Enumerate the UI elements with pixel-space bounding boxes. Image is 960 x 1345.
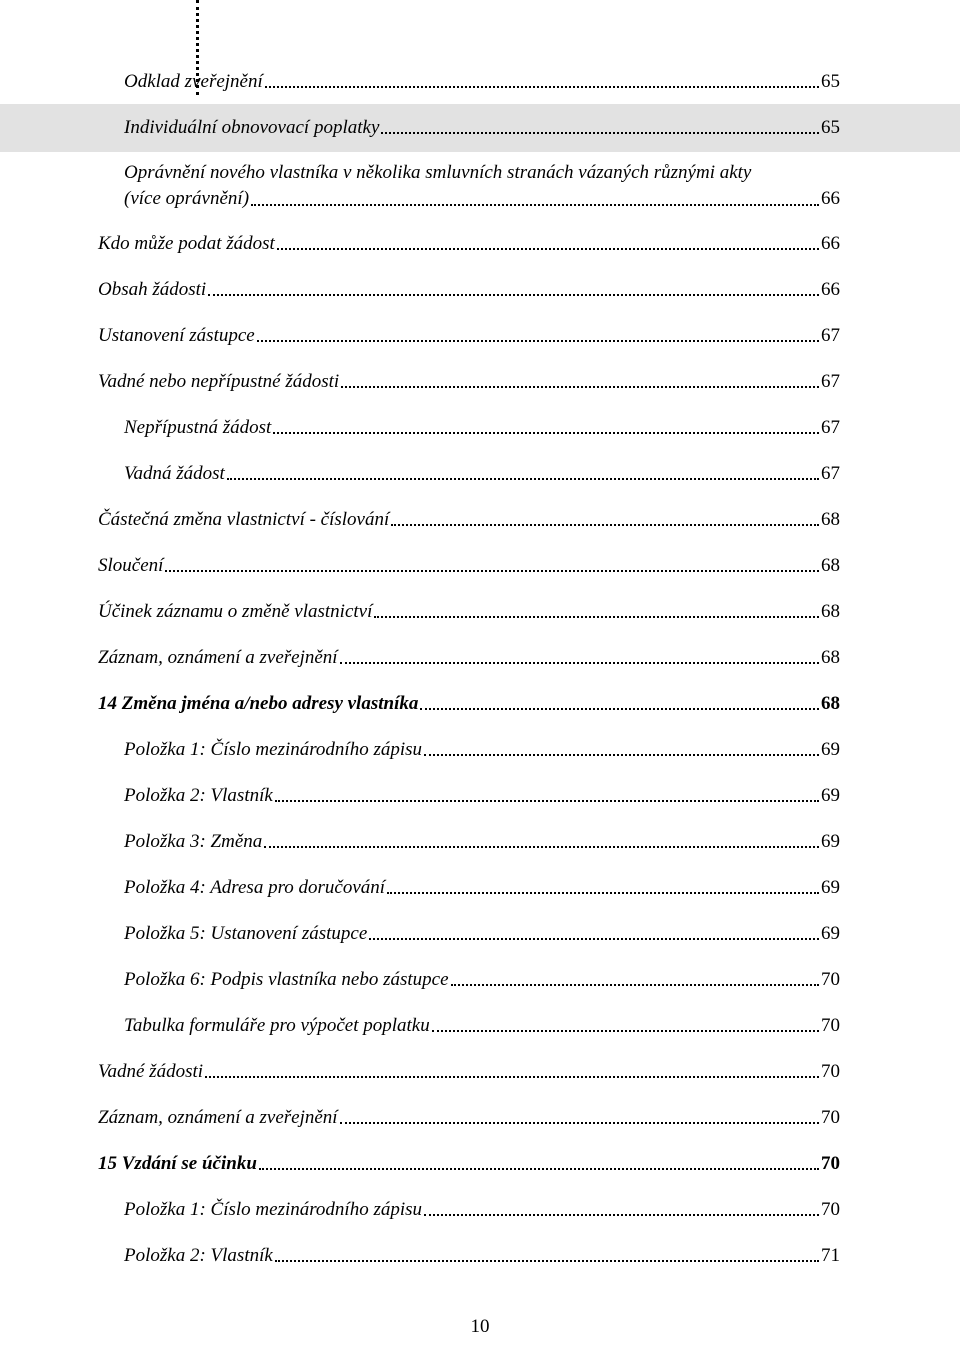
dot-leader bbox=[251, 204, 819, 206]
toc-entry[interactable] bbox=[124, 1014, 840, 1038]
toc-entry-title: Nepřípustná žádost bbox=[124, 417, 272, 438]
toc-entry[interactable] bbox=[98, 554, 840, 578]
toc-entry-page: 65 bbox=[821, 117, 840, 138]
dot-leader bbox=[275, 1260, 819, 1262]
dot-leader bbox=[205, 1076, 819, 1078]
toc-entry-title: Záznam, oznámení a zveřejnění bbox=[98, 647, 338, 668]
toc-entry-page: 66 bbox=[821, 233, 840, 254]
toc-entry-title: Položka 4: Adresa pro doručování bbox=[124, 877, 386, 898]
toc-entry-title: Ustanovení zástupce bbox=[98, 325, 255, 346]
toc-entry[interactable] bbox=[124, 830, 840, 854]
toc-entry-page: 70 bbox=[821, 1199, 840, 1220]
toc-entry-title: Částečná změna vlastnictví - číslování bbox=[98, 509, 390, 530]
toc-entry-page: 69 bbox=[821, 739, 840, 760]
toc-entry[interactable] bbox=[98, 324, 840, 348]
toc-entry-title: Odklad zveřejnění bbox=[124, 71, 263, 92]
toc-entry[interactable] bbox=[124, 738, 840, 762]
dot-leader bbox=[264, 846, 819, 848]
toc-chapter-entry[interactable] bbox=[98, 1152, 840, 1176]
dot-leader bbox=[259, 1168, 819, 1170]
toc-entry[interactable] bbox=[124, 462, 840, 486]
dot-leader bbox=[374, 616, 819, 618]
toc-entry-page: 68 bbox=[821, 555, 840, 576]
toc-entry-page: 67 bbox=[821, 463, 840, 484]
toc-entry[interactable] bbox=[124, 968, 840, 992]
toc-entry[interactable] bbox=[124, 116, 840, 140]
toc-entry-title: Položka 1: Číslo mezinárodního zápisu bbox=[124, 1199, 423, 1220]
toc-entry-title: Položka 2: Vlastník bbox=[124, 785, 273, 806]
dot-leader bbox=[257, 340, 819, 342]
toc-entry-page: 67 bbox=[821, 325, 840, 346]
dot-leader bbox=[432, 1030, 819, 1032]
dot-leader bbox=[381, 132, 819, 134]
dot-leader bbox=[340, 1122, 819, 1124]
toc-entry-title: Tabulka formuláře pro výpočet poplatku bbox=[124, 1015, 430, 1036]
dot-leader bbox=[451, 984, 819, 986]
toc-entry-title: Vadná žádost bbox=[124, 463, 225, 484]
dot-leader bbox=[273, 432, 819, 434]
toc-entry-page: 69 bbox=[821, 831, 840, 852]
toc-entry[interactable] bbox=[124, 1244, 840, 1268]
toc-entry[interactable] bbox=[98, 600, 840, 624]
toc-entry-page: 70 bbox=[821, 1061, 840, 1082]
dot-leader bbox=[424, 754, 819, 756]
toc-entry-title: Vadné nebo nepřípustné žádosti bbox=[98, 371, 340, 392]
toc-entry-page: 68 bbox=[821, 601, 840, 622]
dot-leader bbox=[420, 708, 819, 710]
toc-entry[interactable] bbox=[124, 922, 840, 946]
toc-entry-page: 67 bbox=[821, 417, 840, 438]
toc-entry-title: Položka 3: Změna bbox=[124, 831, 263, 852]
toc-entry[interactable] bbox=[124, 876, 840, 900]
toc-entry-page: 68 bbox=[821, 693, 840, 714]
toc-entry-page: 70 bbox=[821, 1107, 840, 1128]
toc-entry-page: 69 bbox=[821, 785, 840, 806]
toc-entry-page: 67 bbox=[821, 371, 840, 392]
toc-entry-page: 66 bbox=[821, 279, 840, 300]
dot-leader bbox=[369, 938, 819, 940]
dot-leader bbox=[277, 248, 819, 250]
toc-entry[interactable] bbox=[98, 1106, 840, 1130]
toc-entry-page: 68 bbox=[821, 647, 840, 668]
toc-chapter-entry[interactable] bbox=[98, 692, 840, 716]
toc-entry-title: 14 Změna jména a/nebo adresy vlastníka bbox=[98, 693, 419, 714]
toc-entry-title: Položka 6: Podpis vlastníka nebo zástupce bbox=[124, 969, 449, 990]
dot-leader bbox=[387, 892, 819, 894]
toc-entry-title: Položka 5: Ustanovení zástupce bbox=[124, 923, 368, 944]
toc-entry[interactable] bbox=[98, 1060, 840, 1084]
dot-leader bbox=[265, 86, 819, 88]
toc-entry-page: 68 bbox=[821, 509, 840, 530]
toc-entry-title: Oprávnění nového vlastníka v několika smluvních stranách vázaných různými akty bbox=[124, 162, 752, 183]
toc-entry-title: Vadné žádosti bbox=[98, 1061, 204, 1082]
dot-leader bbox=[341, 386, 819, 388]
dot-leader bbox=[275, 800, 819, 802]
toc-entry-title: Položka 1: Číslo mezinárodního zápisu bbox=[124, 739, 423, 760]
toc-entry-title: 15 Vzdání se účinku bbox=[98, 1153, 257, 1174]
toc-entry[interactable] bbox=[124, 784, 840, 808]
toc-entry-page: 66 bbox=[821, 188, 840, 209]
toc-entry-title: Položka 2: Vlastník bbox=[124, 1245, 273, 1266]
toc-entry[interactable] bbox=[98, 278, 840, 302]
toc-entry-page: 69 bbox=[821, 877, 840, 898]
toc-entry[interactable] bbox=[124, 70, 840, 94]
dot-leader bbox=[227, 478, 819, 480]
toc-entry[interactable] bbox=[98, 508, 840, 532]
dot-leader bbox=[208, 294, 819, 296]
dot-leader bbox=[165, 570, 819, 572]
toc-entry-page: 71 bbox=[821, 1245, 840, 1266]
toc-entry-title: Kdo může podat žádost bbox=[98, 233, 275, 254]
toc-entry-page: 65 bbox=[821, 71, 840, 92]
toc-entry-title: Sloučení bbox=[98, 555, 164, 576]
toc-entry-title: Záznam, oznámení a zveřejnění bbox=[98, 1107, 338, 1128]
toc-entry-title: Účinek záznamu o změně vlastnictví bbox=[98, 601, 373, 622]
toc-entry[interactable] bbox=[98, 232, 840, 256]
toc-entry-page: 70 bbox=[821, 969, 840, 990]
page-number: 10 bbox=[470, 1316, 490, 1337]
dot-leader bbox=[391, 524, 819, 526]
toc-entry-title: Obsah žádosti bbox=[98, 279, 207, 300]
toc-entry[interactable] bbox=[124, 416, 840, 440]
toc-entry-page: 69 bbox=[821, 923, 840, 944]
dot-leader bbox=[340, 662, 819, 664]
toc-entry[interactable] bbox=[98, 646, 840, 670]
toc-entry-title: Individuální obnovovací poplatky bbox=[124, 117, 380, 138]
toc-entry[interactable] bbox=[124, 1198, 840, 1222]
toc-entry-multiline[interactable] bbox=[124, 160, 840, 212]
toc-entry-page: 70 bbox=[821, 1015, 840, 1036]
toc-entry-title-continued: (více oprávnění) bbox=[124, 188, 250, 209]
toc-entry-page: 70 bbox=[821, 1153, 840, 1174]
toc-entry[interactable] bbox=[98, 370, 840, 394]
dot-leader bbox=[424, 1214, 819, 1216]
